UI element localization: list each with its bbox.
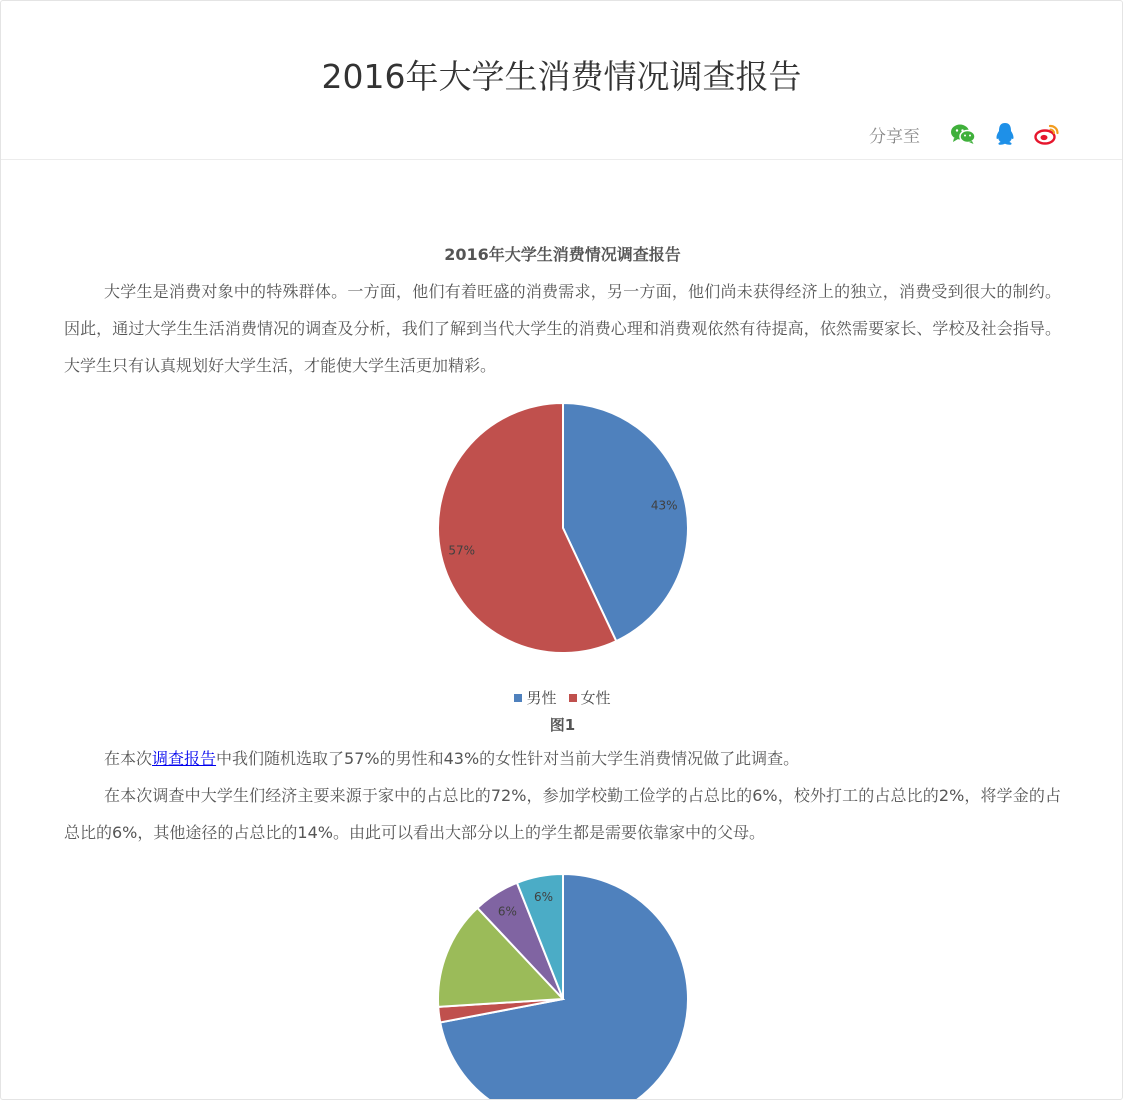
income-pie-data-label-4: 6% [533,890,553,905]
chart-legend [514,688,610,708]
figure-1-caption: 图1 [549,716,576,734]
intro-paragraph: 大学生是消费对象中的特殊群体。一方面，他们有着旺盛的消费需求，另一方面，他们尚未获得经济上的独立，消费受到很大的制约。因此，通过大学生生活消费情况的调查及分析，我们了解到当代大学生的消费心理和消费观依然有待提高，依然需要家长、学校及社会指导。大学生只有认真规划好大学生活，才能使大学生活更加精彩。 [64,282,1061,375]
income-source-pie-chart [433,869,693,1100]
share-label: 分享至 [869,126,920,147]
article-body [64,237,1061,1100]
article-title: 2016年大学生消费情况调查报告 [444,245,681,264]
legend-item-1 [569,688,611,708]
gender-pie-chart [433,398,693,658]
p2-text-before: 在本次 [104,749,153,768]
legend-swatch-1 [569,694,577,702]
paragraph-3: 在本次调查中大学生们经济主要来源于家中的占总比的72%，参加学校勤工俭学的占总比的6%，校外打工的占总比的2%，将学金的占总比的6%，其他途径的占总比的14%。由此可以看出大部分以上的学生都是需要依靠家中的父母。 [64,786,1061,842]
figure-2 [64,869,1061,1100]
qq-icon[interactable] [992,121,1018,147]
legend-label-0: 男性 [526,689,557,707]
legend-label-1: 女性 [580,689,611,707]
figure-1 [64,398,1061,740]
legend-item-0 [514,688,556,708]
share-bar [869,121,1060,147]
legend-swatch-0 [514,694,522,702]
survey-report-link[interactable]: 调查报告 [152,749,217,768]
gender-pie-data-label-0: 43% [650,498,678,513]
page-title: 2016年大学生消费情况调查报告 [321,57,802,96]
weibo-icon[interactable] [1034,121,1060,147]
gender-pie-data-label-1: 57% [447,543,475,558]
income-pie-data-label-3: 6% [497,904,517,919]
page-header [1,1,1122,160]
p2-text-after: 中我们随机选取了57%的男性和43%的女性针对当前大学生消费情况做了此调查。 [216,749,800,768]
wechat-icon[interactable] [950,121,976,147]
paragraph-2 [64,740,1061,777]
